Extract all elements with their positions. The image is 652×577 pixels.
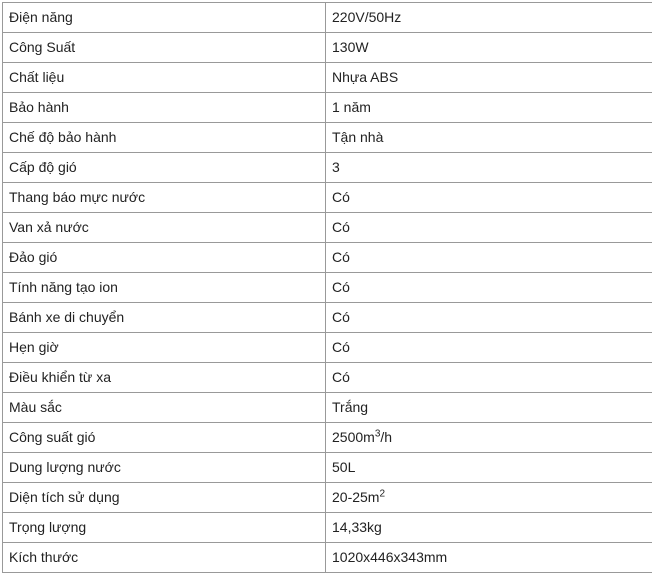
spec-label: Chế độ bảo hành [3,123,326,153]
spec-label: Van xả nước [3,213,326,243]
spec-value-superscript: 2 [379,488,386,500]
spec-label: Bảo hành [3,93,326,123]
table-row [3,303,652,333]
spec-label: Chất liệu [3,63,326,93]
table-row [3,183,652,213]
spec-label: Diện tích sử dụng [3,483,326,513]
table-row [3,273,652,303]
spec-label: Bánh xe di chuyển [3,303,326,333]
spec-label: Trọng lượng [3,513,326,543]
spec-label: Màu sắc [3,393,326,423]
spec-label: Cấp độ gió [3,153,326,183]
table-row [3,153,652,183]
spec-label: Kích thước [3,543,326,573]
spec-value-suffix: /h [380,429,393,445]
table-row [3,543,652,573]
table-row [3,213,652,243]
spec-value: Trắng [326,393,652,423]
spec-label: Công suất gió [3,423,326,453]
spec-value [326,423,652,453]
spec-label: Tính năng tạo ion [3,273,326,303]
spec-value: 1020x446x343mm [326,543,652,573]
table-row [3,423,652,453]
spec-value: 14,33kg [326,513,652,543]
table-row [3,93,652,123]
spec-value: Có [326,213,652,243]
spec-value: Có [326,273,652,303]
table-row [3,513,652,543]
table-row [3,243,652,273]
spec-label: Điều khiển từ xa [3,363,326,393]
spec-label: Hẹn giờ [3,333,326,363]
spec-label: Đảo gió [3,243,326,273]
spec-value: Có [326,243,652,273]
spec-value: 50L [326,453,652,483]
spec-value: 220V/50Hz [326,3,652,33]
spec-value: Có [326,303,652,333]
table-row [3,123,652,153]
spec-value: Nhựa ABS [326,63,652,93]
table-row [3,483,652,513]
spec-label: Công Suất [3,33,326,63]
table-row [3,453,652,483]
spec-value-superscript: 3 [374,428,381,440]
spec-value-text: 20-25m [332,489,380,505]
table-row [3,3,652,33]
table-row [3,63,652,93]
spec-value: Có [326,363,652,393]
spec-label: Điện năng [3,3,326,33]
table-row [3,363,652,393]
table-row [3,393,652,423]
spec-value: Tận nhà [326,123,652,153]
spec-value: 130W [326,33,652,63]
spec-value: 1 năm [326,93,652,123]
spec-value-text: 2500m [332,429,375,445]
spec-value: Có [326,183,652,213]
spec-table [2,2,652,573]
spec-value: Có [326,333,652,363]
spec-value: 3 [326,153,652,183]
table-row [3,33,652,63]
spec-value [326,483,652,513]
table-row [3,333,652,363]
spec-label: Thang báo mực nước [3,183,326,213]
spec-label: Dung lượng nước [3,453,326,483]
